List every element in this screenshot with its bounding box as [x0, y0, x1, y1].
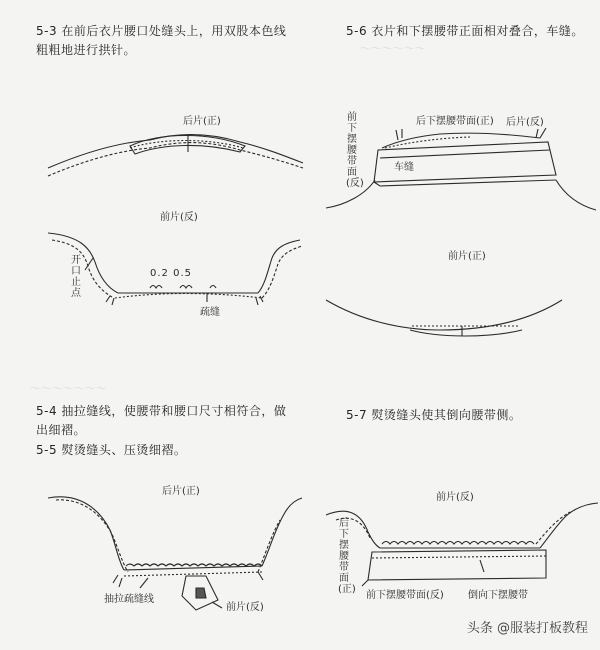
label-back-hem-band-right-side: 后下摆腰带面(正)	[416, 116, 494, 127]
label-basting: 疏缝	[200, 307, 220, 318]
watermark: 头条 @服装打板教程	[466, 621, 588, 636]
label-front-piece-wrong-side: 前片(反)	[160, 212, 198, 223]
step-5-7-text: 5-7 熨烫缝头使其倒向腰带侧。	[346, 408, 522, 422]
step-5-4-text: 5-4 抽拉缝线，使腰带和腰口尺寸相符合，做出细褶。	[36, 404, 287, 437]
bleed-through-text: ～～～～～～	[360, 42, 426, 55]
label-front-piece-wrong-side: 前片(反)	[436, 492, 474, 503]
step-5-3-text: 5-3 在前后衣片腰口处缝头上，用双股本色线粗粗地进行拱针。	[36, 24, 287, 57]
label-back-hem-band-right-side: 后下摆腰带面(正)	[338, 518, 356, 595]
label-front-hem-band-wrong-side: 前下摆腰带面(反)	[366, 590, 444, 601]
label-seam-allowance-measure: 0.2 0.5	[150, 268, 192, 279]
bleed-through-text: ～～～～～～～	[30, 382, 107, 395]
fig1-back-piece-drawing	[48, 134, 303, 176]
label-back-piece-right-side: 后片(正)	[183, 116, 221, 127]
label-front-piece-right-side: 前片(正)	[448, 251, 486, 262]
label-front-piece-wrong-side: 前片(反)	[226, 602, 264, 613]
label-back-piece-right-side: 后片(正)	[162, 486, 200, 497]
label-stitch: 车缝	[394, 162, 414, 173]
fig4-drawing	[326, 503, 598, 586]
label-front-hem-band-wrong-side: 前下摆腰带面(反)	[346, 112, 364, 189]
label-opening-stop-point: 开口止点	[71, 255, 81, 299]
label-pull-basting-thread: 抽拉疏缝线	[104, 594, 154, 605]
step-5-5-text: 5-5 熨烫缝头、压烫细褶。	[36, 443, 187, 457]
step-5-6-text: 5-6 衣片和下摆腰带正面相对叠合，车缝。	[346, 24, 584, 38]
label-toward-hem-band: 倒向下摆腰带	[468, 590, 528, 601]
fig3-drawing	[48, 497, 302, 610]
fig2-band-drawing	[326, 128, 596, 210]
label-back-piece-wrong-side: 后片(反)	[506, 117, 544, 128]
fig2-front-piece-drawing	[326, 300, 562, 336]
